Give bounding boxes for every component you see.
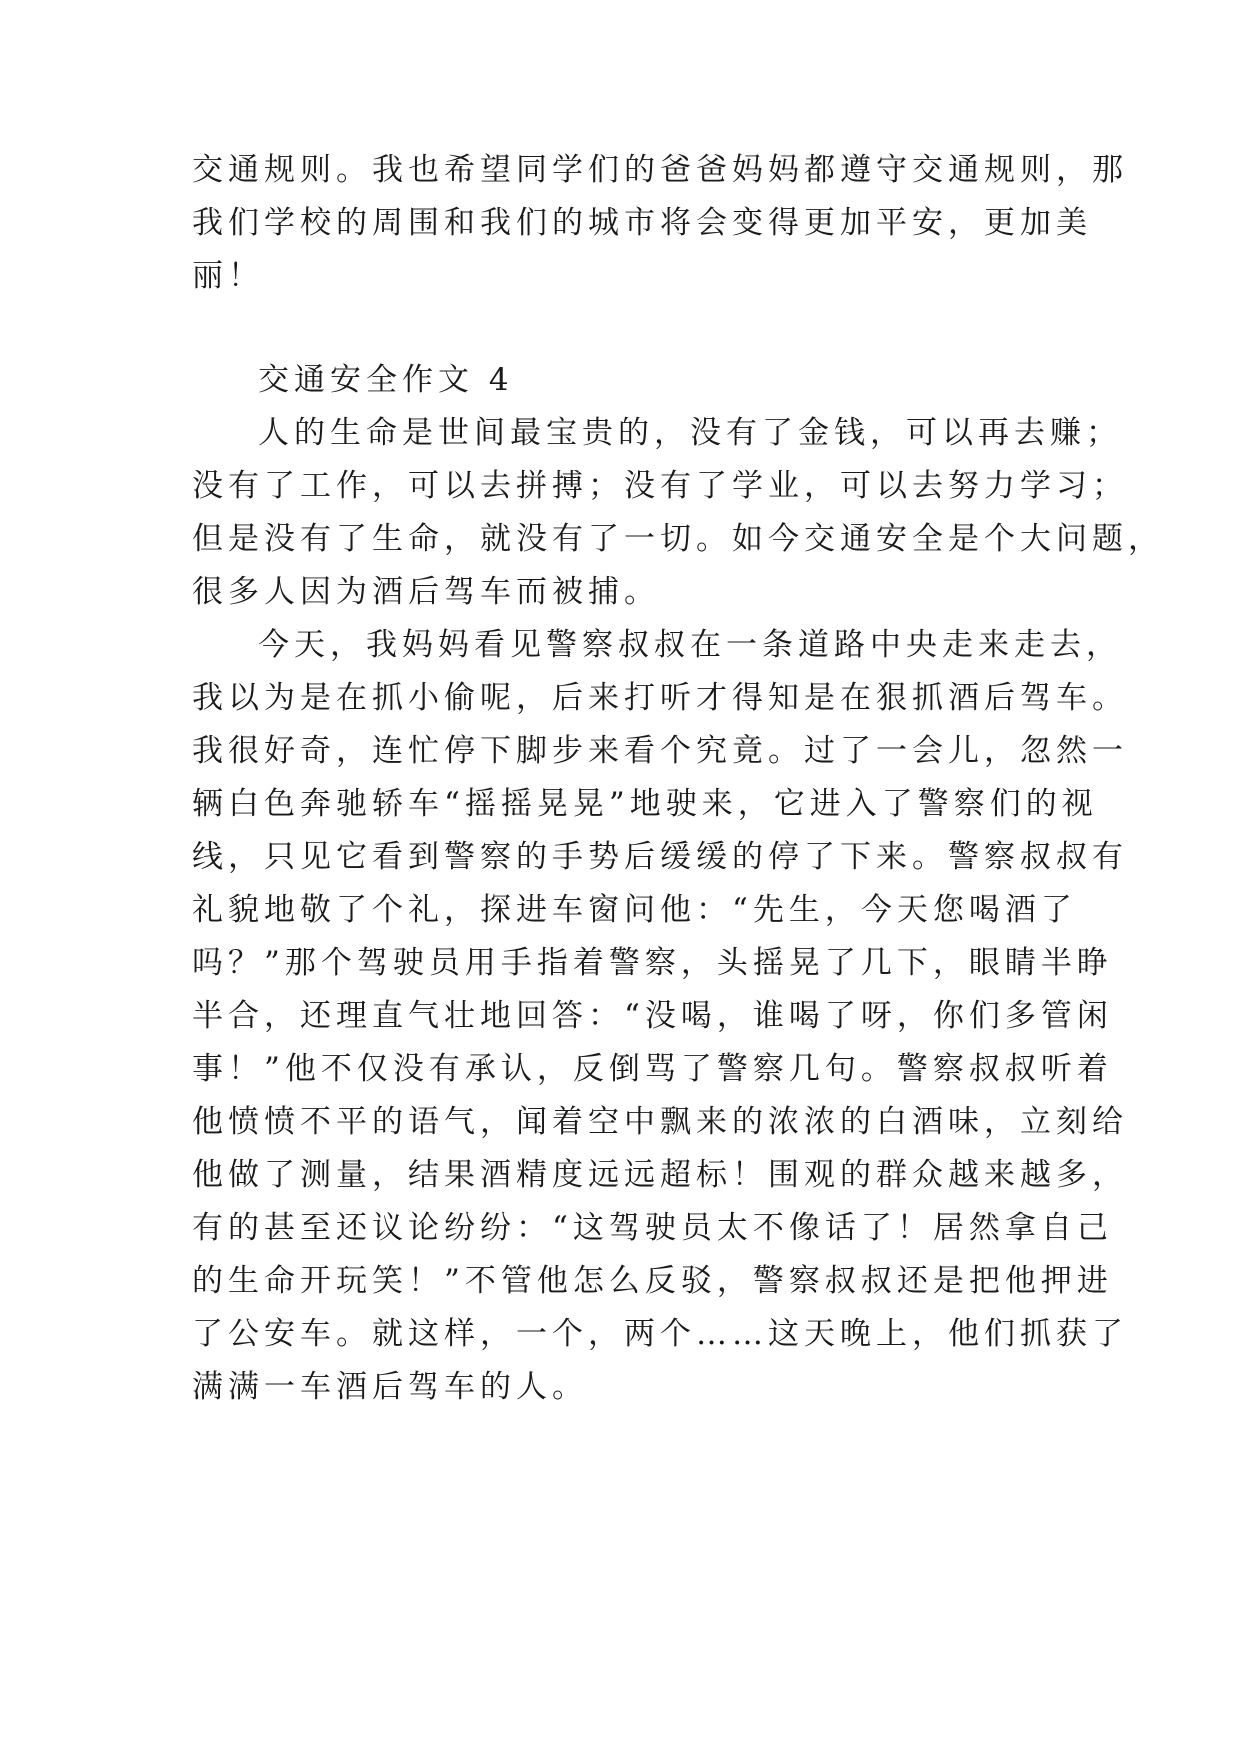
paragraph2-line: 事！”他不仅没有承认，反倒骂了警察几句。警察叔叔听着 [192,1051,1113,1087]
paragraph1-line: 但是没有了生命，就没有了一切。如今交通安全是个大问题， [192,521,1164,557]
paragraph1-line: 没有了工作，可以去拼搏；没有了学业，可以去努力学习； [192,468,1128,504]
paragraph2-line: 我以为是在抓小偷呢，后来打听才得知是在狠抓酒后驾车。 [192,680,1128,716]
paragraph2-line: 了公安车。就这样，一个，两个……这天晚上，他们抓获了 [192,1316,1128,1352]
paragraph1-line: 很多人因为酒后驾车而被捕。 [192,574,660,610]
paragraph2-line: 有的甚至还议论纷纷：“这驾驶员太不像话了！居然拿自己 [192,1210,1113,1246]
paragraph1-line: 人的生命是世间最宝贵的，没有了金钱，可以再去赚； [258,415,1122,451]
paragraph2-line: 吗？”那个驾驶员用手指着警察，头摇晃了几下，眼睛半睁 [192,945,1113,981]
paragraph2-line: 的生命开玩笑！”不管他怎么反驳，警察叔叔还是把他押进 [192,1263,1113,1299]
paragraph2-line: 他做了测量，结果酒精度远远超标！围观的群众越来越多， [192,1157,1128,1193]
paragraph2-line: 半合，还理直气壮地回答：“没喝，谁喝了呀，你们多管闲 [192,998,1113,1034]
paragraph2-line: 他愤愤不平的语气，闻着空中飘来的浓浓的白酒味，立刻给 [192,1104,1128,1140]
paragraph2-line: 今天，我妈妈看见警察叔叔在一条道路中央走来走去， [258,627,1122,663]
paragraph2-line: 辆白色奔驰轿车“摇摇晃晃”地驶来，它进入了警察们的视 [192,786,1098,822]
paragraph2-line: 我很好奇，连忙停下脚步来看个究竟。过了一会儿，忽然一 [192,733,1128,769]
section-title: 交通安全作文 4 [258,362,514,398]
continuation-line: 交通规则。我也希望同学们的爸爸妈妈都遵守交通规则，那 [192,152,1128,188]
paragraph2-line: 线，只见它看到警察的手势后缓缓的停了下来。警察叔叔有 [192,839,1128,875]
paragraph2-line: 礼貌地敬了个礼，探进车窗问他：“先生，今天您喝酒了 [192,892,1077,928]
continuation-line: 丽！ [192,258,264,294]
paragraph2-line: 满满一车酒后驾车的人。 [192,1369,588,1405]
continuation-line: 我们学校的周围和我们的城市将会变得更加平安，更加美 [192,205,1092,241]
